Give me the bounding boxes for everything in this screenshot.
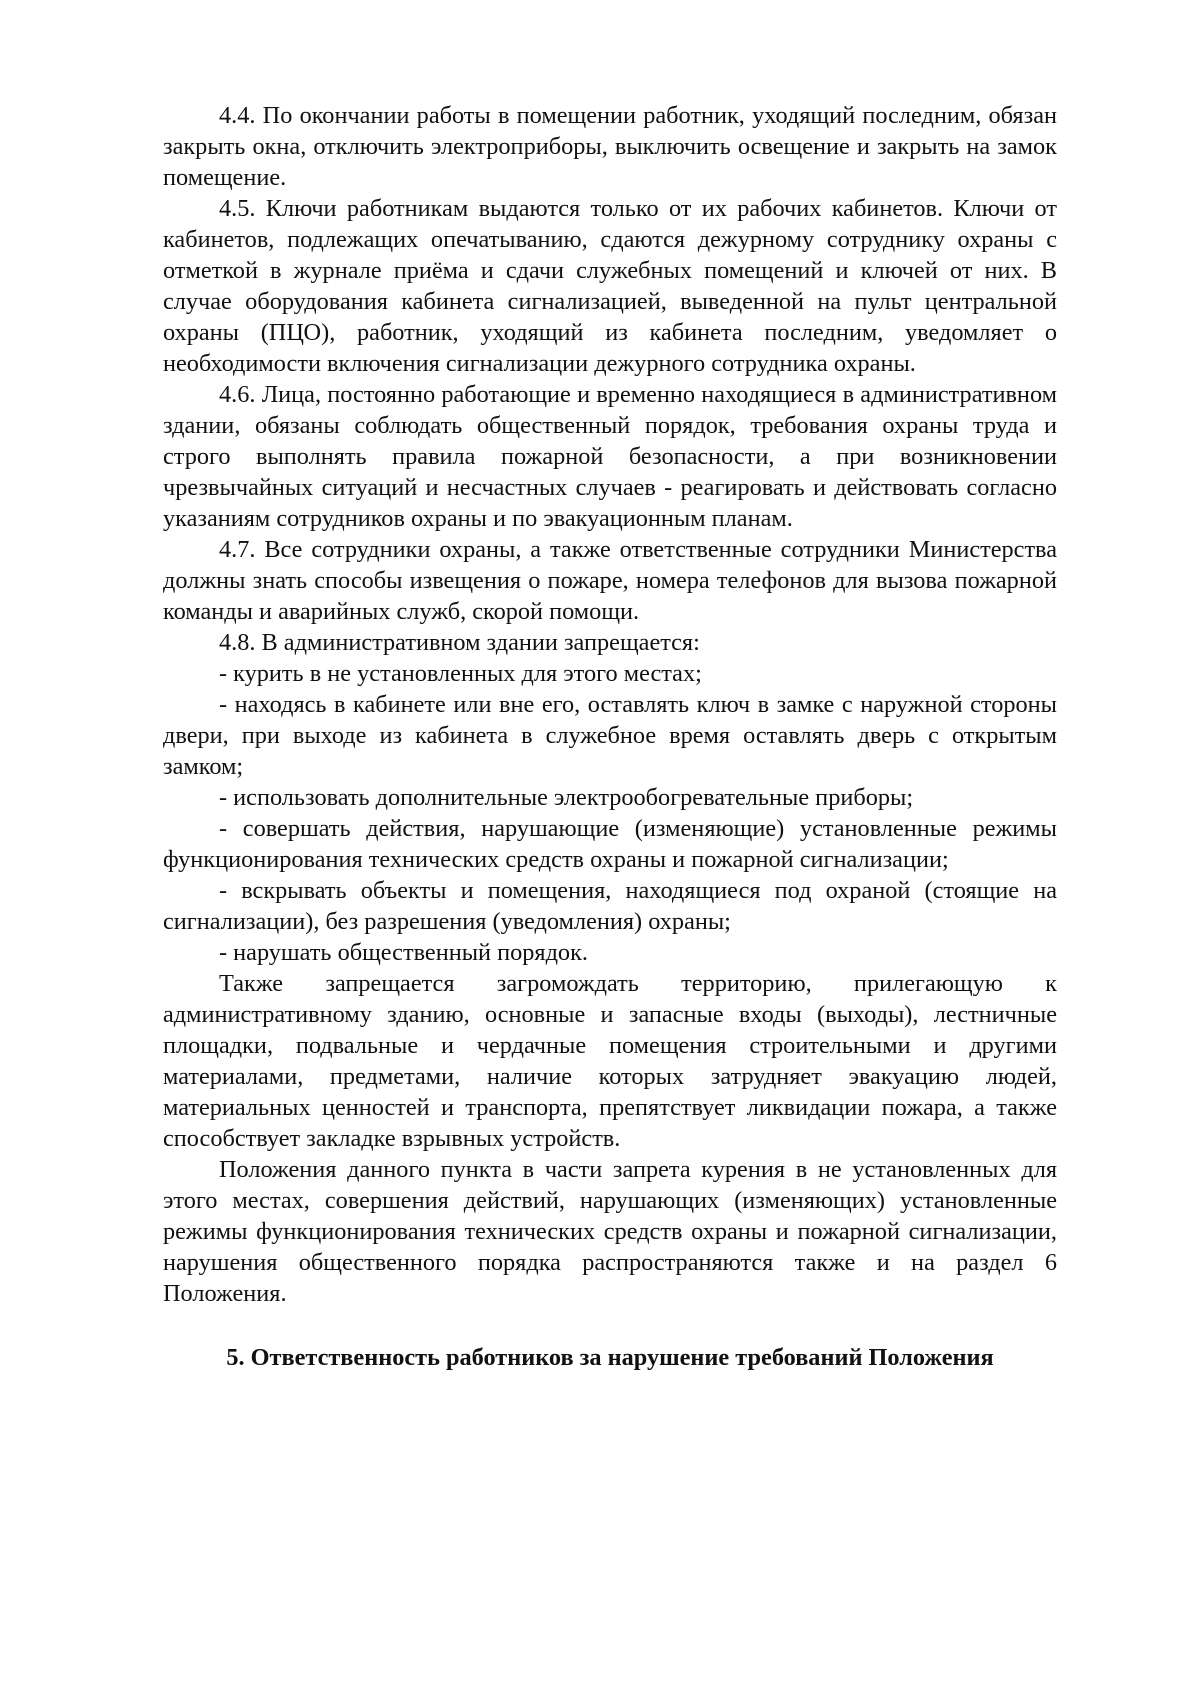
paragraph-4-8: 4.8. В административном здании запрещается: <box>219 629 700 656</box>
paragraph-4-6: 4.6. Лица, постоянно работающие и временно находящиеся в административном здании, обязаны соблюдать общественный порядок, требования охраны труда и строго выполнять правила пожарной безопасности, а при возникновении чрезвычайных ситуаций и несчастных случаев - реагировать и действовать согласно указаниям сотрудников охраны и по эвакуационным планам. <box>163 381 1057 532</box>
paragraph-4-4: 4.4. По окончании работы в помещении работник, уходящий последним, обязан закрыть окна, отключить электроприборы, выключить освещение и закрыть на замок помещение. <box>163 102 1057 191</box>
list-item-alarm-systems: - совершать действия, нарушающие (изменяющие) установленные режимы функционирования технических средств охраны и пожарной сигнализации; <box>163 815 1057 873</box>
list-item-smoking: - курить в не установленных для этого местах; <box>219 660 702 687</box>
paragraph-4-5: 4.5. Ключи работникам выдаются только от их рабочих кабинетов. Ключи от кабинетов, подлежащих опечатыванию, сдаются дежурному сотруднику охраны с отметкой в журнале приёма и сдачи служебных помещений и ключей от них. В случае оборудования кабинета сигнализацией, выведенной на пульт центральной охраны (ПЦО), работник, уходящий из кабинета последним, уведомляет о необходимости включения сигнализации дежурного сотрудника охраны. <box>163 195 1057 377</box>
list-item-key-in-lock: - находясь в кабинете или вне его, оставлять ключ в замке с наружной стороны двери, при выходе из кабинета в служебное время оставлять дверь с открытым замком; <box>163 691 1057 780</box>
document-page <box>163 100 1057 1373</box>
paragraph-provisions: Положения данного пункта в части запрета курения в не установленных для этого местах, совершения действий, нарушающих (изменяющих) установленные режимы функционирования технических средств охраны и пожарной сигнализации, нарушения общественного порядка распространяются также и на раздел 6 Положения. <box>163 1156 1057 1307</box>
list-item-heaters: - использовать дополнительные электрообогревательные приборы; <box>219 784 914 811</box>
list-item-public-order: - нарушать общественный порядок. <box>219 939 588 966</box>
list-item-open-objects: - вскрывать объекты и помещения, находящиеся под охраной (стоящие на сигнализации), без разрешения (уведомления) охраны; <box>163 877 1057 935</box>
paragraph-also-prohibited: Также запрещается загромождать территорию, прилегающую к административному зданию, основные и запасные входы (выходы), лестничные площадки, подвальные и чердачные помещения строительными и другими материалами, предметами, наличие которых затрудняет эвакуацию людей, материальных ценностей и транспорта, препятствует ликвидации пожара, а также способствует закладке взрывных устройств. <box>163 970 1057 1152</box>
section-heading: 5. Ответственность работников за нарушение требований Положения <box>226 1344 994 1371</box>
paragraph-4-7: 4.7. Все сотрудники охраны, а также ответственные сотрудники Министерства должны знать способы извещения о пожаре, номера телефонов для вызова пожарной команды и аварийных служб, скорой помощи. <box>163 536 1057 625</box>
